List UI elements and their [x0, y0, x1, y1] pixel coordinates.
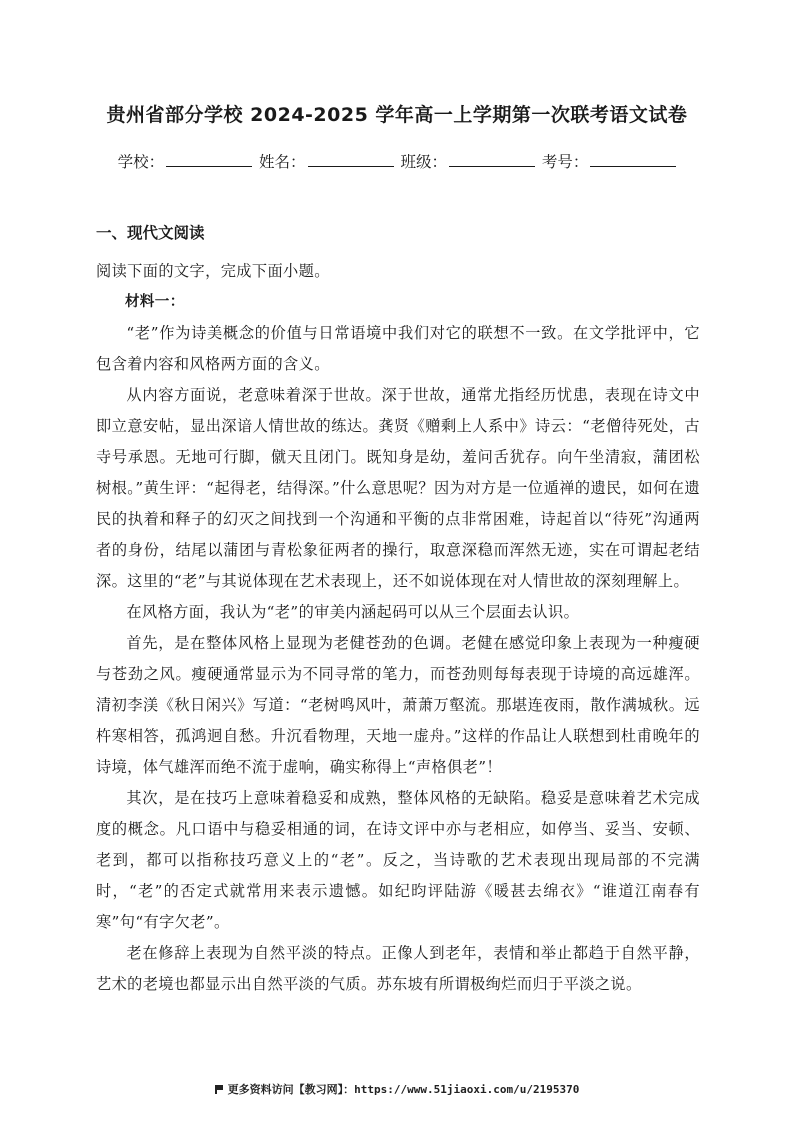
class-field[interactable] — [400, 150, 535, 172]
paragraph: 从内容方面说，老意味着深于世故。深于世故，通常尤指经历忧患，表现在诗文中即立意安帖，显出深谙人情世故的练达。龚贤《赠剩上人系中》诗云：“老僧待死处，古寺号承恩。无地可行脚，僦天且闭门。既知身是幼，羞问舌犹存。向午坐清寂，蒲团松树根。”黄生评：“起得老，结得深。”什么意思呢？因为对方是一位遁禅的遗民，如何在遗民的执着和释子的幻灭之间找到一个沟通和平衡的点非常困难，诗起首以“待死”沟通两者的身份，结尾以蒲团与青松象征两者的操行，取意深稳而浑然无迹，实在可谓起老结深。这里的“老”与其说体现在艺术表现上，还不如说体现在对人情世故的深刻理解上。 — [96, 386, 700, 590]
material-label: 材料一： — [125, 294, 185, 310]
school-field[interactable] — [118, 150, 253, 172]
paragraph: 首先，是在整体风格上显现为老健苍劲的色调。老健在感觉印象上表现为一种瘦硬与苍劲之风。瘦硬通常显示为不同寻常的笔力，而苍劲则每每表现于诗境的高远雄浑。清初李渼《秋日闲兴》写道：“老树鸣风叶，萧萧万壑流。那堪连夜雨，散作满城秋。远杵寒相答，孤鸿迥自愁。升沉看物理，天地一虚舟。”这样的作品让人联想到杜甫晚年的诗境，体气雄浑而绝不流于虚响，确实称得上“声格俱老”！ — [96, 634, 700, 776]
paragraph: 在风格方面，我认为“老”的审美内涵起码可以从三个层面去认识。 — [126, 603, 580, 621]
reading-passage — [96, 256, 700, 1000]
class-label: 班级： — [400, 153, 447, 171]
paragraph: “老”作为诗美概念的价值与日常语境中我们对它的联想不一致。在文学批评中，它包含着内容和风格两方面的含义。 — [96, 324, 700, 373]
section-heading: 一、现代文阅读 — [96, 224, 205, 242]
footer-link[interactable] — [0, 1081, 794, 1097]
name-label: 姓名： — [259, 153, 306, 171]
class-blank[interactable] — [449, 152, 535, 167]
school-blank[interactable] — [166, 152, 252, 167]
exam-number-field[interactable] — [542, 150, 677, 172]
name-field[interactable] — [259, 150, 394, 172]
footer-text[interactable]: 更多资料访问【教习网】：https://www.51jiaoxi.com/u/2195370 — [227, 1083, 580, 1096]
paragraph: 老在修辞上表现为自然平淡的特点。正像人到老年，表情和举止都趋于自然平静，艺术的老境也都显示出自然平淡的气质。苏东坡有所谓极绚烂而归于平淡之说。 — [96, 944, 700, 993]
exam-title: 贵州省部分学校 2024-2025 学年高一上学期第一次联考语文试卷 — [106, 104, 688, 126]
flag-icon — [215, 1085, 224, 1094]
name-blank[interactable] — [308, 152, 394, 167]
paragraph: 其次，是在技巧上意味着稳妥和成熟，整体风格的无缺陷。稳妥是意味着艺术完成度的概念。凡口语中与稳妥相通的词，在诗文评中亦与老相应，如停当、妥当、安顿、老到，都可以指称技巧意义上的“老”。反之，当诗歌的艺术表现出现局部的不完满时，“老”的否定式就常用来表示遗憾。如纪昀评陆游《暖甚去绵衣》“谁道江南春有寒”句“有字欠老”。 — [96, 789, 700, 931]
school-label: 学校： — [117, 153, 165, 171]
instruction: 阅读下面的文字，完成下面小题。 — [96, 262, 330, 280]
student-info-fields — [0, 150, 794, 172]
exam-number-label: 考号： — [541, 153, 589, 171]
exam-number-blank[interactable] — [590, 152, 676, 167]
